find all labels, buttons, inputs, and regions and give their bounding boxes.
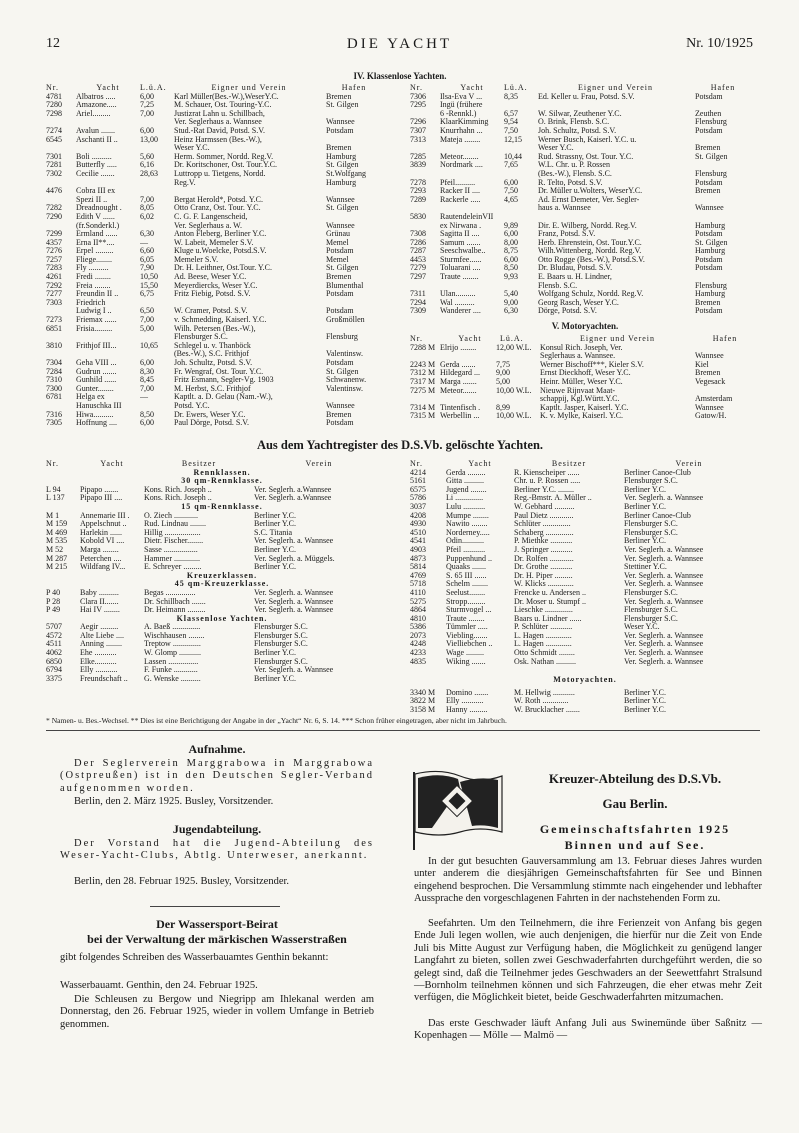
yacht-row: 7277 Freundin II .. 6,75 Fritz Fiebig, Potsd. S.V. Potsdam bbox=[46, 290, 354, 299]
section-v-table bbox=[410, 335, 760, 421]
divider bbox=[46, 730, 760, 731]
section-iv-left-table bbox=[46, 84, 398, 428]
deleted-yacht-row: 4873 Puppenhund .. Dr. Rolfen ............ Ver. Seglerh. a. Wannsee bbox=[410, 554, 704, 563]
yacht-row: 7274 Avalun ....... 6,00 Stud.-Rat David, Potsd. S.V. Potsdam bbox=[46, 126, 354, 135]
yacht-row: 6545 Aschanti II .. 13,00 Heinz Harmssen (Bes.-W.), bbox=[46, 135, 262, 144]
yacht-row: 4357 Erna II**.... — W. Labeit, Memeler S.V. Memel bbox=[46, 238, 349, 247]
deleted-yacht-row: 4248 Vielliebchen .. L. Hagen ............. Ver. Seglerh. a. Wannsee bbox=[410, 640, 704, 649]
motoryacht-row: 7288 M Elrijo ........ 12,00 W.L. Konsul Rich. Joseph, Ver. bbox=[410, 343, 623, 352]
aufnahme-body: Der Seglerverein Marggrabowa in Marggrabowa (Ostpreußen) ist in den Deutschen Segler-Verband aufgenommen worden. bbox=[60, 758, 374, 794]
yacht-row: 6781 Helga ex — Kaptlt. a. D. Gelau (Nam.-W.), bbox=[46, 393, 273, 402]
yacht-row: 7299 Ermland ...... 6,30 Anton Fleberg, Berliner Y.C. Grünau bbox=[46, 230, 350, 239]
yacht-row: Weser Y.C. Bremen bbox=[174, 144, 352, 153]
yacht-row: Hanuschka III Potsd. Y.C. Wannsee bbox=[76, 401, 355, 410]
yacht-row: Ludwig I .. 6,50 W. Cramer, Potsd. S.V. Potsdam bbox=[76, 307, 354, 316]
yacht-row: 4453 Sturmfee...... 6,00 Otto Rogge (Bes.-W.), Potsd.S.V. Potsdam bbox=[410, 255, 723, 264]
beirat-body: Die Schleusen zu Bergow und Niegripp am Ihlekanal werden am Donnerstag, den 26. Februar 1925, wieder in vollem Umfange in Betrieb genommen. bbox=[60, 994, 374, 1030]
rennklassen-heading: Rennklassen. bbox=[193, 467, 251, 477]
yacht-row: 5830 RautendeleinVII bbox=[410, 212, 494, 221]
klassenlos-heading: Klassenlose Yachten. bbox=[176, 613, 268, 623]
deleted-yacht-row: P 40 Baby .......... Begas ............... Ver. Seglerh. a. Wannsee bbox=[46, 588, 334, 597]
deleted-yacht-row: 3375 Freundschaft .. G. Wenske .......... Berliner Y.C. bbox=[46, 674, 296, 683]
motoryacht-row: 7312 M Hildegard ... 9,00 Ernst Dieckhoff, Weser Y.C. Bremen bbox=[410, 369, 721, 378]
yacht-row: 4781 Albatros ..... 6,00 Karl Müller(Bes.-W.),WeserY.C. Bremen bbox=[46, 92, 352, 101]
deleted-motoryacht-row: 3158 M Hanny ......... W. Brucklacher ....... Berliner Y.C. bbox=[410, 706, 666, 715]
yacht-row: 7281 Butterfly ..... 6,16 Dr. Koritschoner, Öst. Tour.Y.C. St. Gilgen bbox=[46, 161, 359, 170]
yacht-row: 7301 Boli .......... 5,60 Herm. Sommer, Nordd. Reg.V. Hamburg bbox=[46, 152, 357, 161]
yacht-row: Reg.V. Hamburg bbox=[174, 178, 357, 187]
yacht-row: 7308 Sagitta II .... 6,00 Franz, Potsd. S.V. Potsdam bbox=[410, 230, 723, 239]
kreuzer-heading: Kreuzerklassen. bbox=[186, 570, 258, 580]
jugend-body: Der Vorstand hat die Jugend-Abteilung des Weser-Yacht-Clubs, Abtlg. Unterweser, anerkannt. bbox=[60, 838, 374, 862]
deleted-yacht-row: 5814 Quaaks ....... Dr. Grothe ........... Stettiner Y.C. bbox=[410, 563, 667, 572]
yacht-row: 7257 Fliege........ 6,05 Memeler S.V. Memel bbox=[46, 255, 349, 264]
motoryacht-row: 7315 M Werbellin ... 10,00 W.L. K. v. Mylke, Kaiserl. Y.C. Gatow/H. bbox=[410, 412, 727, 421]
rk15-heading: 15 qm-Rennklasse. bbox=[181, 501, 263, 511]
yacht-row: 6 -Rennkl.) 6,57 W. Silwar, Zeuthener Y.C. Zeuthen bbox=[440, 109, 722, 118]
table-header: Nr. Yacht Besitzer Verein bbox=[46, 459, 333, 468]
yacht-row: Flensburger S.C. Flensburg bbox=[174, 333, 358, 342]
yacht-row: 7310 Gunhild ...... 8,45 Fritz Esmann, Segler-Vg. 1903 Schwanenw. bbox=[46, 376, 367, 385]
yacht-row: 7311 Ulan.......... 5,40 Wolfgang Schulz, Nordd. Reg.V. Hamburg bbox=[410, 290, 726, 299]
yacht-row: (fr.Sonderkl.) Ver. Seglerhaus a. W. Wannsee bbox=[76, 221, 355, 230]
deleted-yacht-row: L 94 Pipapo ....... Kons. Rich. Joseph .. Ver. Seglerh. a.Wannsee bbox=[46, 485, 332, 494]
deleted-yacht-row: 4110 Seelust........ Frencke u. Andersen .. Flensburger S.C. bbox=[410, 588, 678, 597]
deleted-yacht-row: 2073 Viebling....... L. Hagen ............. Ver. Seglerh. a. Wannsee bbox=[410, 631, 704, 640]
yacht-row: 7296 KlaarKimming 9,54 O. Brink, Flensb. S.C. Flensburg bbox=[410, 118, 727, 127]
kreuzer-paragraph-1: In der gut besuchten Gauversammlung am 13. Februar dieses Jahres wurden unter anderem die diesjährigen Gemeinschaftsfahrten für See und Binnen eingehend besprochen. Die Versammlung stimmte nach eingehender und lebhafter Aussprache den vorgeschlagenen Fahrten in der nachstehenden Form zu. bbox=[414, 856, 762, 905]
deleted-yacht-row: 4510 Norderney..... Schaberg .............. Flensburger S.C. bbox=[410, 528, 678, 537]
kreuzer-title-1: Kreuzer-Abteilung des D.S.Vb. bbox=[548, 771, 722, 786]
deleted-yacht-row: 5161 Gitta .......... Chr. u. P. Rossen ..... Flensburger S.C. bbox=[410, 477, 678, 486]
yacht-row: 7282 Dreadnought . 8,05 Otto Cranz, Öst. Tour. Y.C. St. Gilgen bbox=[46, 204, 359, 213]
deleted-yacht-row: 4233 Wage ......... Otto Schmidt ........ Ver. Seglerh. a. Wannsee bbox=[410, 649, 704, 658]
yacht-row: 7306 Ilsa-Eva V ... 8,35 Ed. Keller u. Frau, Potsd. S.V. Potsdam bbox=[410, 92, 723, 101]
yacht-row: 7273 Friemax ...... 7,00 v. Schmedding, Kaiserl. Y.C. Großmöllen bbox=[46, 316, 365, 325]
yacht-row: 7305 Hoffnung .... 6,00 Paul Dörge, Potsd. S.V. Potsdam bbox=[46, 419, 354, 428]
deleted-yacht-row: 5786 Li .............. Reg.-Bmstr. A. Müller .. Ver. Seglerh. a. Wannsee bbox=[410, 494, 704, 503]
yacht-row: 7313 Mateja ........ 12,15 Werner Busch, Kaiserl. Y.C. u. bbox=[410, 135, 637, 144]
yacht-row: 4261 Fredi ........ 10,50 Ad. Beese, Weser Y.C. Bremen bbox=[46, 273, 352, 282]
yacht-row: Ver. Seglerhaus a. Wannsee Wannsee bbox=[174, 118, 355, 127]
deleted-yacht-row: 4541 Odin........... P. Miethke ........... Berliner Y.C. bbox=[410, 537, 666, 546]
deleted-yacht-row: 5275 Stropp......... Dr. Moser u. Stumpf .. Ver. Seglerh. a. Wannsee bbox=[410, 597, 704, 606]
yacht-row: 7303 Friedrich bbox=[46, 298, 106, 307]
yacht-row: 7278 Pfeil.......... 6,00 R. Telto, Potsd. S.V. Potsdam bbox=[410, 178, 723, 187]
deleted-yacht-row: 5707 Aegir ......... A. Baeß .............. Flensburger S.C. bbox=[46, 623, 308, 632]
section-v-title: V. Motoryachten. bbox=[551, 321, 619, 331]
aufnahme-title: Aufnahme. bbox=[188, 742, 246, 756]
motoryacht-row: 7314 M Tintenfisch . 8,99 Kaptlt. Jasper, Kaiserl. Y.C. Wannsee bbox=[410, 403, 724, 412]
deleted-yacht-row: M 469 Harlekin ...... Hillig .................. S.C. Titania bbox=[46, 528, 293, 537]
deleted-yacht-row: 5386 Tümmler ..... P. Schlüter ........... Weser Y.C. bbox=[410, 623, 660, 632]
deleted-yacht-row: 4903 Pfeil ........... J. Springer ........... Ver. Seglerh. a. Wannsee bbox=[410, 545, 704, 554]
journal-title: DIE YACHT bbox=[346, 36, 453, 52]
beirat-title-1: Der Wassersport-Beirat bbox=[156, 917, 278, 931]
jugend-title: Jugendabteilung. bbox=[172, 822, 262, 836]
footnote: * Namen- u. Bes.-Wechsel. ** Dies ist eine Berichtigung der Angabe in der „Yacht“ Nr. 6, S. 14. *** Schon früher eingetragen, aber nicht im Jahrbuch. bbox=[46, 716, 507, 725]
issue-number: Nr. 10/1925 bbox=[686, 36, 753, 51]
deleted-left-table bbox=[46, 460, 398, 683]
beirat-intro: gibt folgendes Schreiben des Wasserbauamtes Genthin bekannt: bbox=[60, 952, 329, 963]
yacht-row: 7293 Racker II .... 7,50 Dr. Müller u.Wolters, WeserY.C. Bremen bbox=[410, 187, 721, 196]
deleted-right-table bbox=[410, 460, 760, 715]
deleted-yacht-row: 4769 S. 65 III ...... Dr. H. Piper ......... Ver. Seglerh. a. Wannsee bbox=[410, 571, 704, 580]
deleted-yachts-title: Aus dem Yachtregister des D.S.Vb. gelöschte Yachten. bbox=[256, 438, 544, 452]
yacht-row: haus a. Wannsee Wannsee bbox=[538, 204, 724, 213]
motoryacht-row: Seglerhaus a. Wannsee. Wannsee bbox=[540, 352, 724, 361]
kreuzer-title-2: Gau Berlin. bbox=[602, 796, 668, 811]
deleted-yacht-row: 6575 Jugend ........ Berliner Y.C. ........ Berliner Y.C. bbox=[410, 485, 666, 494]
kr45-heading: 45 qm-Kreuzerklasse. bbox=[174, 579, 270, 589]
yacht-row: ex Nirwana . 9,89 Dir. E. Wilberg, Nordd. Reg.V. Hamburg bbox=[440, 221, 726, 230]
yacht-row: Spezi II .. 7,00 Bergat Herold*, Potsd. Y.C. Wannsee bbox=[76, 195, 355, 204]
yacht-row: 7297 Traute ........ 9,93 E. Baars u. H. Lindner, bbox=[410, 273, 612, 282]
deleted-yacht-row: M 535 Kobold VI .... Dietr. Fischer........ Ver. Seglerh. a. Wannsee bbox=[46, 537, 334, 546]
kreuzer-paragraph-2: Seefahrten. Um den Teilnehmern, die ihre Ferienzeit von Anfang bis gegen Ende Juli legen wollen, wie auch denjenigen, die hierfür nur die Zeit von Ende Juli bis Mitte August zur Verfügung haben, die Möglichkeit zu genügend langer Langfahrt zu bieten, sollen zwei Geschwaderfahrten durchgeführt werden, die so gelegt sind, daß die Teilnehmer jedes Geschwaders an der Seewettfahrt Stralsund—Bornholm teilnehmen können und sich Fahrzeugen, die eher etwas mehr Zeit verfügen, die Möglichkeit bietet, beide Geschwaderfahrten mitzumachen. bbox=[414, 918, 762, 1004]
yacht-row: 7309 Wanderer .... 6,30 Dörge, Potsd. S.V. Potsdam bbox=[410, 307, 723, 316]
motoryacht-row: 7275 M Meteor....... 10,00 W.L. Nieuwe Rijnvaat Maat- bbox=[410, 386, 616, 395]
yacht-row: 3810 Frithjof III... 10,65 Schlegel u. v. Thanböck bbox=[46, 341, 251, 350]
yacht-row: 6851 Frisia......... 5,00 Wilh. Petersen (Bes.-W.), bbox=[46, 324, 256, 333]
deleted-yacht-row: P 28 Clara II....... Dr. Schillbach ....... Ver. Seglerh. a. Wannsee bbox=[46, 597, 334, 606]
deleted-motoryacht-row: 3340 M Domino ....... M. Hellwig ........... Berliner Y.C. bbox=[410, 688, 666, 697]
yacht-row: 7302 Cecilie ....... 28,63 Luttropp u. Tietgens, Nordd. St.Wolfgang bbox=[46, 169, 367, 178]
yacht-row: 7290 Edith V ...... 6,02 C. G. F. Langenscheid, bbox=[46, 212, 248, 221]
deleted-yacht-row: 4214 Gerda ......... R. Kienscheiper ...... Berliner Canoe-Club bbox=[410, 468, 691, 477]
yacht-row: (Bes.-W.), Flensb. S.C. Flensburg bbox=[538, 169, 727, 178]
kreuzer-paragraph-3: Das erste Geschwader läuft Anfang Juli aus Swinemünde über Saßnitz — Kopenhagen — Mölle — Malmö — bbox=[414, 1018, 762, 1042]
dsvb-flag-icon bbox=[410, 766, 506, 852]
motoryachten-heading: Motoryachten. bbox=[553, 675, 617, 685]
yacht-row: 7283 Fly .......... 7,90 Dr. H. Leithner, Öst.Tour. Y.C. St. Gilgen bbox=[46, 264, 359, 273]
yacht-row: 7292 Freia ........ 15,50 Meyerdiercks, Weser Y.C. Blumenthal bbox=[46, 281, 364, 290]
deleted-yacht-row: L 137 Pipapo III .... Kons. Rich. Joseph .. Ver. Seglerh. a.Wannsee bbox=[46, 494, 332, 503]
yacht-row: 7285 Meteor........ 10,44 Rud. Strassny, Öst. Tour. Y.C. St. Gilgen bbox=[410, 152, 728, 161]
table-header: Nr. Yacht Besitzer Verein bbox=[410, 459, 703, 468]
deleted-yacht-row: 6850 Elke........... Lassen ............... Flensburger S.C. bbox=[46, 657, 308, 666]
deleted-yacht-row: 4810 Traute ........ Baars u. Lindner ...... Flensburger S.C. bbox=[410, 614, 678, 623]
deleted-yacht-row: M 287 Peterchen .... Hammer ............. Ver. Seglerh. a. Müggels. bbox=[46, 554, 335, 563]
aufnahme-signature: Berlin, den 2. März 1925. Busley, Vorsitzender. bbox=[74, 796, 274, 807]
beirat-title-2: bei der Verwaltung der märkischen Wasserstraßen bbox=[87, 932, 347, 946]
yacht-row: 7298 Ariel......... 7,00 Justizrat Lahn u. Schillbach, bbox=[46, 109, 265, 118]
deleted-yacht-row: 4572 Alte Liebe .... Wischhausen ........ Flensburger S.C. bbox=[46, 631, 308, 640]
deleted-yacht-row: P 49 Hai IV ........ Dr. Heimann ......... Ver. Seglerh. a. Wannsee bbox=[46, 606, 334, 615]
deleted-yacht-row: 4835 Wiking ....... Osk. Nathan .......... Ver. Seglerh. a. Wannsee bbox=[410, 657, 704, 666]
yacht-row: 7287 Seeschwalbe.. 8,75 Wilh.Wittenberg, Nordd. Reg.V. Hamburg bbox=[410, 247, 726, 256]
deleted-yacht-row: 4062 Ehe ........... W. Glomp ........... Berliner Y.C. bbox=[46, 649, 296, 658]
yacht-row: 7276 Erpel ......... 6,60 Kluge u.Woelcke, Potsd.S.V. Potsdam bbox=[46, 247, 354, 256]
yacht-row: 7300 Gunter........ 7,00 M. Herbst, S.C. Frithjof Valentinsw. bbox=[46, 384, 364, 393]
table-header: Nr. Yacht Lü.A. Eigner und Verein Hafen bbox=[410, 334, 738, 343]
motoryacht-row: 2243 M Gerda ....... 7,75 Werner Bischoff***, Kieler S.V. Kiel bbox=[410, 360, 709, 369]
section-iv-right-table bbox=[410, 84, 760, 316]
kreuzer-subtitle-1: Gemeinschaftsfahrten 1925 bbox=[539, 822, 731, 836]
deleted-yacht-row: 3037 Lulu ........... W. Gebhard .......... Berliner Y.C. bbox=[410, 502, 666, 511]
motoryacht-row: schappij, Kgl.Württ.Y.C. Amsterdam bbox=[540, 395, 733, 404]
deleted-yacht-row: 6794 Elly ........... F. Funke ............ Ver. Seglerh. a. Wannsee bbox=[46, 666, 334, 675]
deleted-yacht-row: 4930 Nawito ........ Schlüter .............. Flensburger S.C. bbox=[410, 520, 678, 529]
deleted-yacht-row: M 159 Appelschnut .. Rud. Lindnau ........ Berliner Y.C. bbox=[46, 520, 296, 529]
deleted-yacht-row: 4208 Mumpe ........ Paul Dietz ............ Berliner Canoe-Club bbox=[410, 511, 691, 520]
yacht-row: 7280 Amazone..... 7,25 M. Schauer, Öst. Touring-Y.C. St. Gilgen bbox=[46, 101, 359, 110]
motoryacht-row: 7317 M Marga ....... 5,00 Heinr. Müller, Weser Y.C. Vegesack bbox=[410, 377, 726, 386]
yacht-row: 7289 Rackerle ..... 4,65 Ad. Ernst Demeter, Ver. Segler- bbox=[410, 195, 640, 204]
deleted-yacht-row: 4864 Sturmvogel ... Lieschke .............. Flensburger S.C. bbox=[410, 606, 678, 615]
rk30-heading: 30 qm-Rennklasse. bbox=[181, 476, 263, 486]
yacht-row: 7284 Gudrun ....... 8,30 Fr. Wengraf, Öst. Tour. Y.C. St. Gilgen bbox=[46, 367, 359, 376]
yacht-row: 7279 Toluarani .... 8,50 Dr. Bludau, Potsd. S.V. Potsdam bbox=[410, 264, 723, 273]
yacht-row: 7316 Hiwa.......... 8,50 Dr. Ewers, Weser Y.C. Bremen bbox=[46, 410, 352, 419]
page-header bbox=[46, 36, 753, 54]
deleted-yacht-row: M 215 Wildfang IV... E. Schreyer ......... Berliner Y.C. bbox=[46, 563, 296, 572]
deleted-yacht-row: M 1 Annemarie III . O. Ziech ............ Berliner Y.C. bbox=[46, 511, 296, 520]
yacht-row: Weser Y.C. Bremen bbox=[538, 144, 721, 153]
yacht-row: 4476 Cobra III ex bbox=[46, 187, 116, 196]
jugend-signature: Berlin, den 28. Februar 1925. Busley, Vorsitzender. bbox=[74, 876, 290, 887]
deleted-yacht-row: 4511 Anning ........ Treptow .............. Flensburger S.C. bbox=[46, 640, 308, 649]
yacht-row: 7286 Samum ....... 8,00 Herb. Ehrenstein, Öst. Tour.Y.C. St. Gilgen bbox=[410, 238, 728, 247]
kreuzer-subtitle-2: Binnen und auf See. bbox=[564, 838, 706, 852]
yacht-row: 7294 Wal .......... 9,00 Georg Rasch, Weser Y.C. Bremen bbox=[410, 298, 721, 307]
short-divider bbox=[150, 906, 280, 907]
yacht-row: 7304 Geha VIII ... 6,00 Joh. Schultz, Potsd. S.V. Potsdam bbox=[46, 359, 354, 367]
yacht-row: (Bes.-W.), S.C. Frithjof Valentinsw. bbox=[174, 350, 364, 359]
yacht-row: 3839 Nordmark .... 7,65 W.L. Chr. u. P. Rossen bbox=[410, 161, 610, 170]
yacht-row: Flensb. S.C. Flensburg bbox=[538, 281, 727, 290]
deleted-yacht-row: 5718 Schelm ........ W. Klicks ............. Ver. Seglerh. a. Wannsee bbox=[410, 580, 704, 589]
yacht-row: 7307 Knurrhahn ... 7,50 Joh. Schultz, Potsd. S.V. Potsdam bbox=[410, 126, 723, 135]
table-header: Nr. Yacht Lü.A. Eigner und Verein Hafen bbox=[410, 83, 736, 92]
page-number: 12 bbox=[46, 36, 60, 51]
section-iv-title: IV. Klassenlose Yachten. bbox=[353, 71, 447, 81]
table-header: Nr. Yacht L.ü.A. Eigner und Verein Hafen bbox=[46, 83, 367, 92]
yacht-row: 7295 Ingü (frühere bbox=[410, 101, 483, 110]
deleted-motoryacht-row: 3822 M Elly ........... W. Roth ............. Berliner Y.C. bbox=[410, 697, 666, 706]
deleted-yacht-row: M 52 Marga ........ Sasse ................. Berliner Y.C. bbox=[46, 545, 296, 554]
beirat-letterhead: Wasserbauamt. Genthin, den 24. Februar 1925. bbox=[60, 980, 258, 991]
